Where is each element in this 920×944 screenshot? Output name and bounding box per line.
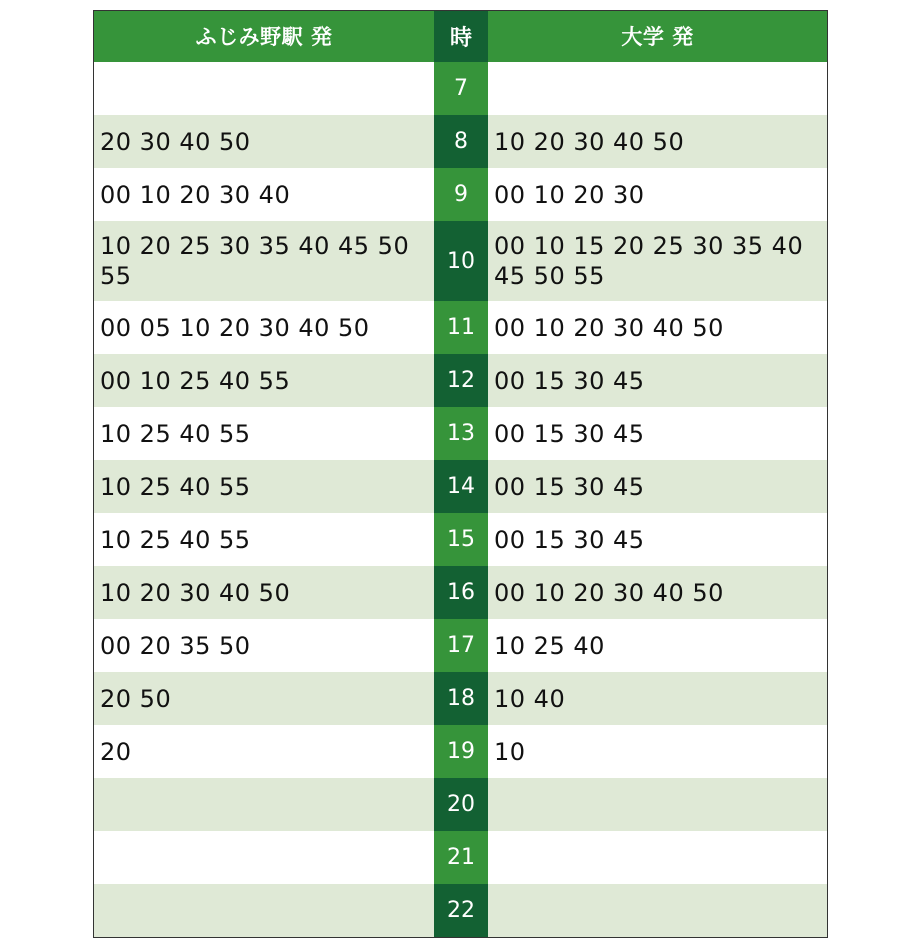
fujimino-times: 20 50 xyxy=(94,672,434,725)
university-times: 00 15 30 45 xyxy=(488,354,827,407)
hour-cell: 12 xyxy=(434,354,488,407)
university-times xyxy=(488,884,827,937)
hour-cell: 22 xyxy=(434,884,488,937)
fujimino-times: 10 25 40 55 xyxy=(100,419,251,448)
hour-cell: 20 xyxy=(434,778,488,831)
university-times: 10 xyxy=(494,737,526,766)
table-row xyxy=(94,221,827,301)
hour-cell: 19 xyxy=(434,725,488,778)
table-row xyxy=(94,301,827,354)
fujimino-times: 10 20 25 30 35 40 45 50 55 xyxy=(94,221,434,301)
university-times xyxy=(488,778,827,831)
table-row xyxy=(94,513,827,566)
table-row xyxy=(94,62,827,115)
hour-cell: 21 xyxy=(434,831,488,884)
university-times: 00 10 15 20 25 30 35 40 45 50 55 xyxy=(488,221,827,301)
header-university-departure: 大学 発 xyxy=(621,24,694,49)
hour-cell: 16 xyxy=(434,566,488,619)
hour-cell: 9 xyxy=(434,168,488,221)
university-times: 00 15 30 45 xyxy=(488,460,827,513)
table-row xyxy=(94,168,827,221)
hour-cell: 14 xyxy=(434,460,488,513)
table-row xyxy=(94,460,827,513)
header-hour: 時 xyxy=(434,11,488,62)
hour-cell: 13 xyxy=(434,407,488,460)
table-row xyxy=(94,778,827,831)
hour-cell: 11 xyxy=(434,301,488,354)
hour-cell: 8 xyxy=(434,115,488,168)
hour-cell: 18 xyxy=(434,672,488,725)
university-times: 10 20 30 40 50 xyxy=(488,115,827,168)
fujimino-times: 00 05 10 20 30 40 50 xyxy=(100,313,370,342)
university-times xyxy=(488,62,827,115)
table-row xyxy=(94,619,827,672)
fujimino-times xyxy=(94,884,434,937)
fujimino-times: 10 20 30 40 50 xyxy=(94,566,434,619)
table-row xyxy=(94,831,827,884)
hour-cell: 15 xyxy=(434,513,488,566)
university-times xyxy=(488,831,827,884)
timetable xyxy=(93,10,828,938)
table-row xyxy=(94,566,827,619)
fujimino-times: 00 10 25 40 55 xyxy=(94,354,434,407)
fujimino-times xyxy=(94,778,434,831)
hour-cell: 10 xyxy=(434,221,488,301)
table-row xyxy=(94,115,827,168)
university-times: 00 10 20 30 xyxy=(494,180,645,209)
university-times: 10 25 40 xyxy=(494,631,605,660)
university-times: 10 40 xyxy=(488,672,827,725)
fujimino-times xyxy=(94,62,434,115)
table-row xyxy=(94,407,827,460)
fujimino-times: 10 25 40 55 xyxy=(100,525,251,554)
table-row xyxy=(94,884,827,937)
fujimino-times: 00 10 20 30 40 xyxy=(100,180,291,209)
table-row xyxy=(94,354,827,407)
fujimino-times xyxy=(94,831,434,884)
header-fujimino-departure: ふじみ野駅 発 xyxy=(195,24,333,49)
hour-cell: 17 xyxy=(434,619,488,672)
university-times: 00 10 20 30 40 50 xyxy=(494,313,724,342)
header-row xyxy=(94,11,827,62)
university-times: 00 10 20 30 40 50 xyxy=(488,566,827,619)
fujimino-times: 10 25 40 55 xyxy=(94,460,434,513)
fujimino-times: 00 20 35 50 xyxy=(100,631,251,660)
fujimino-times: 20 xyxy=(100,737,132,766)
fujimino-times: 20 30 40 50 xyxy=(94,115,434,168)
hour-cell: 7 xyxy=(434,62,488,115)
table-row xyxy=(94,725,827,778)
table-row xyxy=(94,672,827,725)
university-times: 00 15 30 45 xyxy=(494,419,645,448)
university-times: 00 15 30 45 xyxy=(494,525,645,554)
